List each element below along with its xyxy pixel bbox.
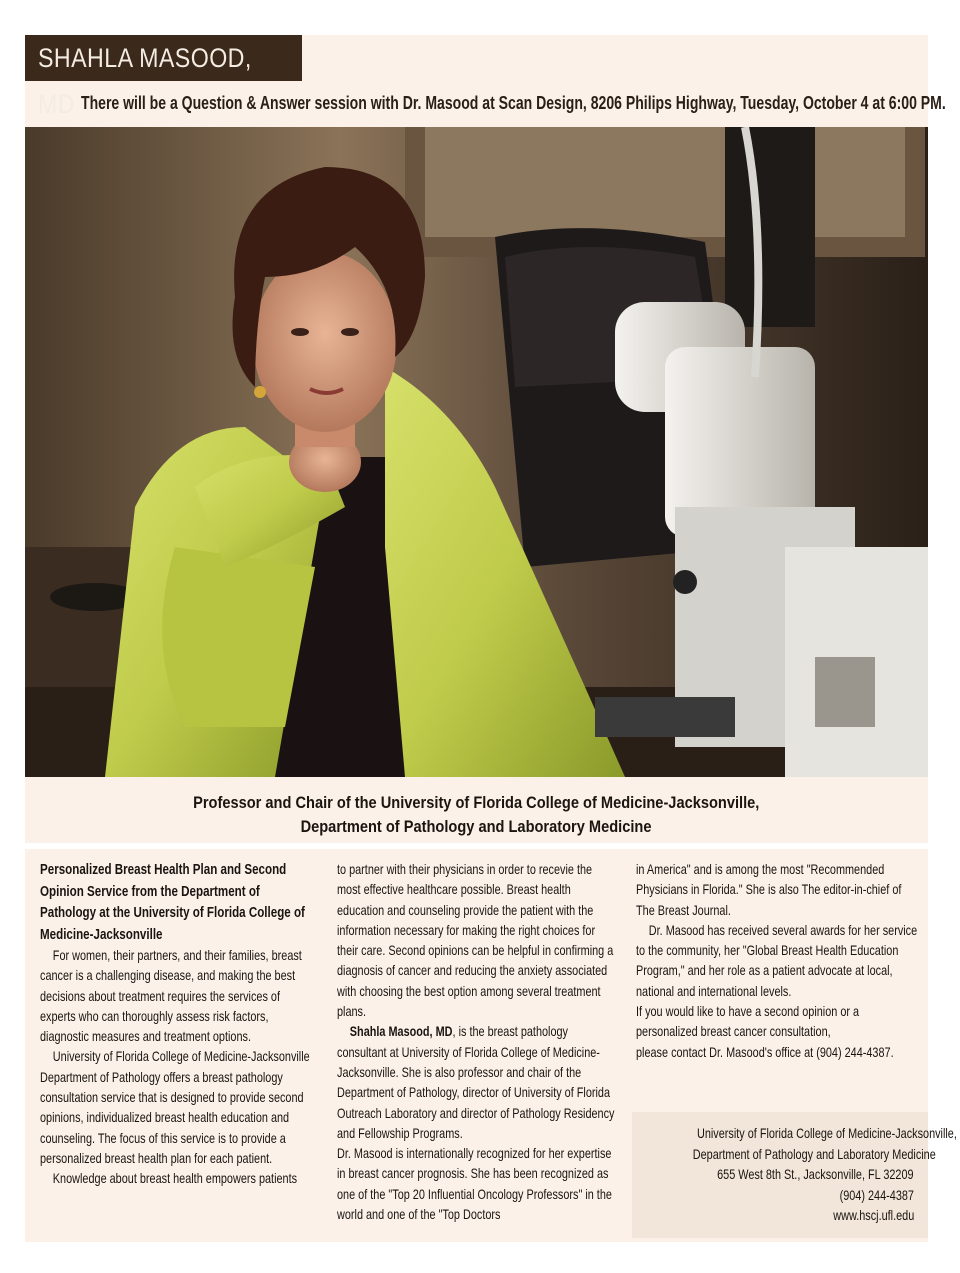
caption-line-1: Professor and Chair of the University of Florida College of Medicine-Jacksonville, <box>193 793 760 812</box>
doctor-name: SHAHLA MASOOD, MD <box>38 43 252 119</box>
paragraph: Dr. Masood is internationally recognized for her expertise in breast cancer prognosis. She has been recognized as one of the "Top 20 Influential Oncology Professors" in the world and one of the "Top Doctors <box>337 1146 612 1223</box>
document-page <box>25 35 957 1242</box>
paragraph: For women, their partners, and their families, breast cancer is a challenging disease, and making the best decisions about treatment requires the services of experts who can thoroughly assess risk factors, diagnostic measures and treatment options. <box>40 948 302 1045</box>
paragraph: If you would like to have a second opinion or a personalized breast cancer consultation, <box>636 1004 860 1040</box>
photo-caption <box>25 791 928 839</box>
event-announcement <box>81 93 946 123</box>
article-column-2 <box>337 860 617 1225</box>
paragraph <box>337 1022 617 1144</box>
doctor-name-banner <box>25 35 302 119</box>
doctor-name-inline: Shahla Masood, MD <box>349 1024 453 1040</box>
paragraph: in America" and is among the most "Recommended Physicians in Florida." She is also The editor-in-chief of The Breast Journal. <box>636 862 902 918</box>
caption-line-2: Department of Pathology and Laboratory Medicine <box>301 817 652 836</box>
contact-website: www.hscj.ufl.edu <box>833 1208 914 1224</box>
paragraph-text: , is the breast pathology consultant at University of Florida College of Medicine-Jacksonville. She is also professor and chair of the Department of Pathology, director of University of Florida Outreach Laboratory and director of Pathology Residency and Fellowship Programs. <box>337 1024 615 1141</box>
article-heading: Personalized Breast Health Plan and Second Opinion Service from the Department of Pathology at the University of Florida College of Medicine-Jacksonville <box>40 862 305 943</box>
contact-phone: (904) 244-4387 <box>839 1187 914 1203</box>
section-divider <box>25 843 928 849</box>
paragraph: Dr. Masood has received several awards for her service to the community, her "Global Breast Health Education Program," and her role as a patient advocate at local, national and international levels. <box>636 922 918 999</box>
portrait-illustration <box>25 127 928 777</box>
contact-address: 655 West 8th St., Jacksonville, FL 32209 <box>717 1167 914 1183</box>
contact-line-1: University of Florida College of Medicine-Jacksonville, <box>696 1126 957 1141</box>
article-column-1 <box>40 860 317 1190</box>
contact-line-2: Department of Pathology and Laboratory Medicine <box>692 1146 936 1162</box>
portrait-photo <box>25 127 928 777</box>
paragraph: to partner with their physicians in order to recevie the most effective healthcare possible. Breast health education and counseling provide the patient with the information necessary for making the right choices for their care. Second opinions can be helpful in confirming a diagnosis of cancer and reducing the anxiety associated with choosing the best option among several treatment plans. <box>337 862 614 1020</box>
article-column-3 <box>636 860 921 1063</box>
announcement-text: There will be a Question & Answer session with Dr. Masood at Scan Design, 8206 Philips Highway, Tuesday, October 4 at 6:00 PM. <box>81 93 946 113</box>
paragraph: please contact Dr. Masood's office at (904) 244-4387. <box>636 1044 894 1060</box>
paragraph: University of Florida College of Medicine-Jacksonville Department of Pathology offers a breast pathology consultation service that is designed to provide second opinions, individualized breast health education and counseling. The focus of this service is to provide a personalized breast health plan for each patient. <box>40 1049 310 1166</box>
paragraph: Knowledge about breast health empowers patients <box>52 1171 298 1187</box>
contact-box <box>632 1112 957 1238</box>
